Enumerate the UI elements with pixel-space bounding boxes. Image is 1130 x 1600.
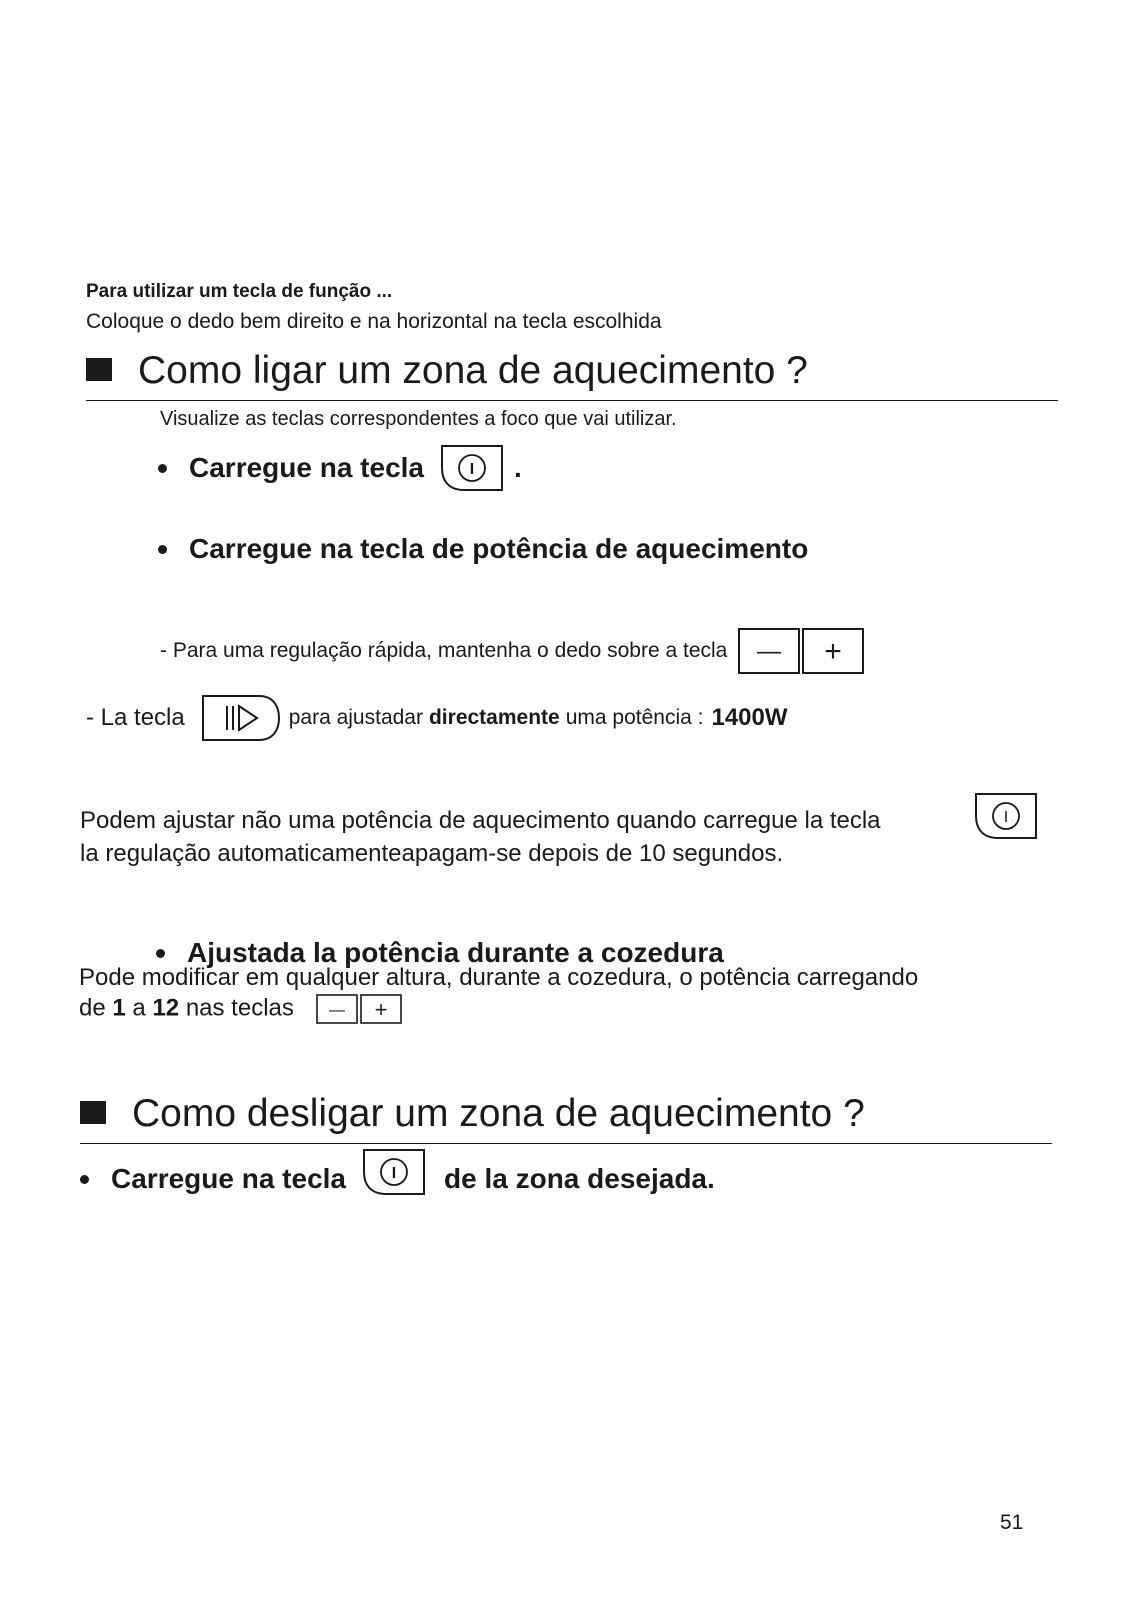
modify-paragraph [79, 963, 1079, 1025]
bullet-text: Carregue na tecla de potência de aquecimento [189, 533, 809, 564]
intro-text: Coloque o dedo bem direito e na horizontal na tecla escolhida [86, 310, 662, 333]
bullet-dot-icon [158, 545, 167, 554]
bullet-dot-icon [156, 949, 165, 958]
modify-between: a [132, 994, 146, 1022]
power-key-symbol: I [469, 461, 475, 478]
plus-key-label: + [374, 997, 387, 1022]
modify-max: 12 [152, 994, 180, 1022]
square-bullet-icon [80, 1101, 106, 1124]
square-bullet-icon [86, 358, 112, 381]
power-key-icon [358, 1146, 430, 1198]
power-key-icon [970, 790, 1042, 842]
section-on-subtitle: Visualize as teclas correspondentes a foco que vai utilizar. [160, 408, 677, 430]
bullet-text: Ajustada la potência durante a cozedura [187, 937, 724, 968]
adjust-line-2: la regulação automaticamenteapagam-se depois de 10 segundos. [80, 840, 784, 867]
rapid-adjust-note [160, 627, 865, 675]
bullet-text: Carregue na tecla [189, 452, 424, 483]
minus-key-label: — [757, 638, 782, 665]
boost-lead: - La tecla [86, 704, 185, 731]
heading-rule [80, 1143, 1052, 1144]
bullet-press-power [158, 442, 522, 494]
adjust-paragraph [80, 804, 1080, 870]
page-number: 51 [1000, 1511, 1024, 1534]
bullet-dot-icon [158, 464, 167, 473]
modify-suffix: nas teclas [185, 994, 294, 1022]
boost-key-icon [199, 692, 283, 744]
boost-text-before: para ajustadar [288, 706, 423, 729]
modify-line-2 [79, 993, 1079, 1025]
modify-min: 1 [112, 994, 126, 1022]
modify-prefix: de [79, 994, 106, 1022]
section-heading-on-text: Como ligar um zona de aquecimento ? [138, 349, 808, 392]
rapid-adjust-text: - Para uma regulação rápida, mantenha o dedo sobre a tecla [160, 639, 728, 662]
boost-text-after: uma potência : [565, 706, 704, 729]
modify-line-1: Pode modificar em qualquer altura, durante a cozedura, o potência carregando [79, 964, 919, 991]
section-heading-off [80, 1092, 865, 1136]
power-key-icon [436, 442, 508, 494]
power-key-symbol: I [391, 1165, 397, 1182]
minus-key-label: — [328, 1002, 345, 1019]
bullet-text-after: de la zona desejada. [444, 1163, 715, 1194]
power-key-symbol: I [1003, 809, 1009, 826]
minus-plus-keys-icon [315, 993, 405, 1025]
boost-bold: directamente [428, 706, 560, 729]
boost-key-note [86, 692, 788, 744]
plus-key-label: + [824, 635, 843, 668]
bullet-dot-icon [80, 1175, 89, 1184]
intro-title: Para utilizar um tecla de função ... [86, 281, 393, 302]
bullet-switch-off [80, 1160, 715, 1198]
section-heading-on [86, 349, 808, 393]
bullet-text-before: Carregue na tecla [111, 1163, 346, 1194]
bullet-press-power-level [158, 533, 808, 565]
boost-power: 1400W [711, 704, 788, 731]
bullet-suffix: . [514, 452, 522, 483]
minus-plus-keys-icon [737, 627, 865, 675]
heading-rule [86, 400, 1058, 401]
section-heading-off-text: Como desligar um zona de aquecimento ? [132, 1092, 865, 1135]
adjust-line-1: Podem ajustar não uma potência de aquecimento quando carregue la tecla [80, 807, 881, 834]
